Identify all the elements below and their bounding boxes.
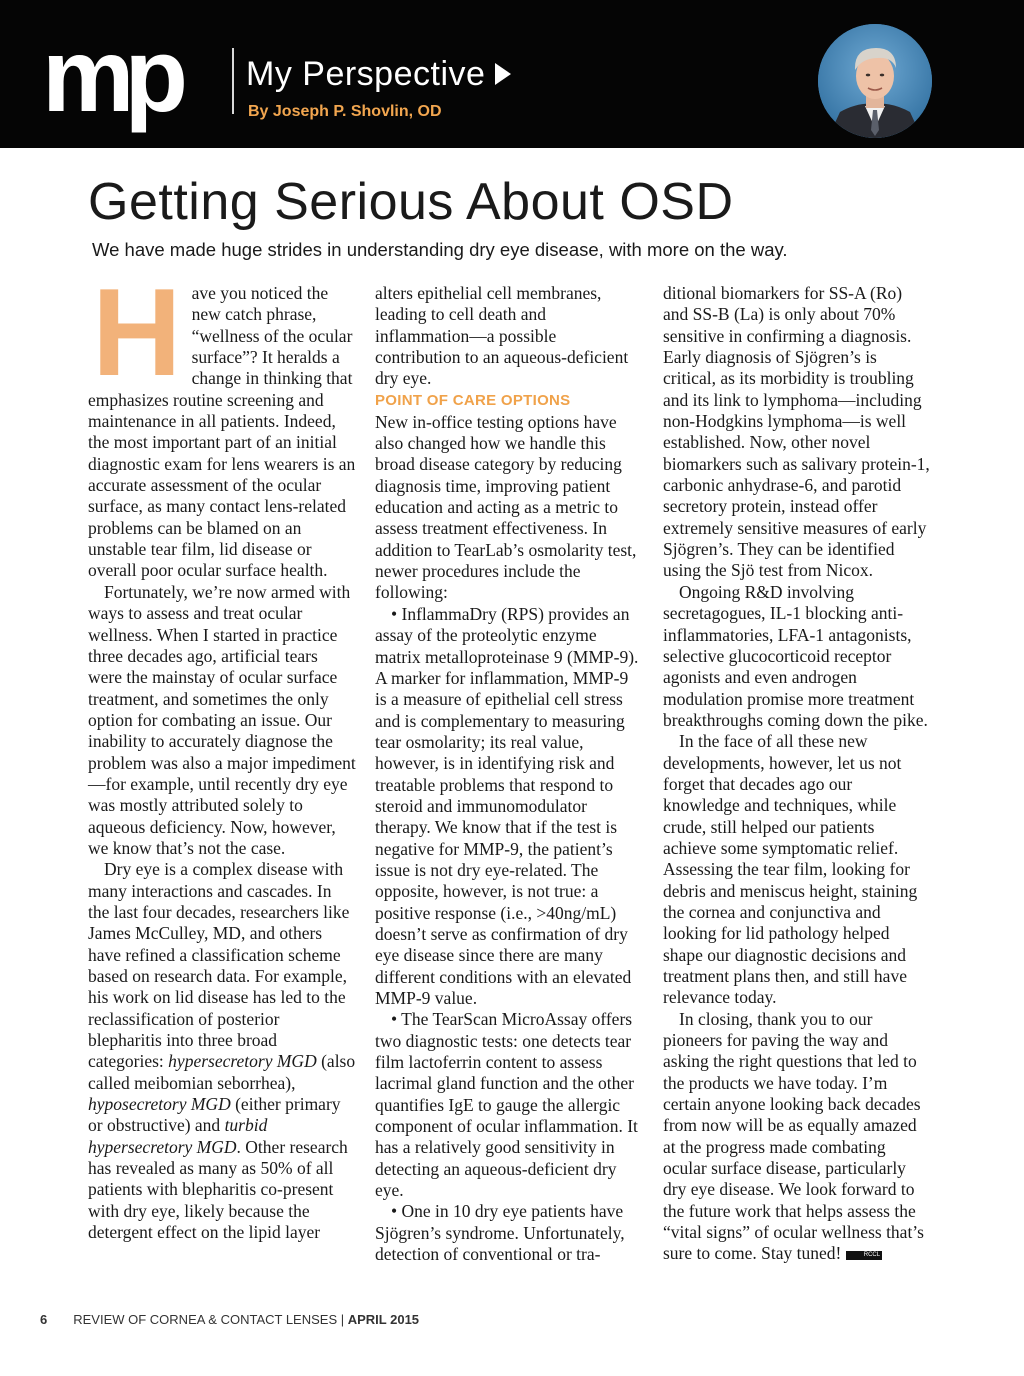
article-title: Getting Serious About OSD xyxy=(88,173,734,231)
publication-name: REVIEW OF CORNEA & CONTACT LENSES | xyxy=(73,1312,348,1327)
article-column-1 xyxy=(88,264,356,1243)
bullet-tearscan: • The TearScan MicroAssay offers two diagnostic tests: one detects tear film lactoferrin content to assess lacrimal gland function and the other quantifies IgE to gauge the allergic component of ocular inflammation. It has a relatively good sensitivity in detecting an aqueous-deficient dry eye. xyxy=(375,1009,638,1201)
paragraph-text: (either primary or obstructive) and xyxy=(88,1094,341,1136)
term-hyposecretory: hyposecretory MGD xyxy=(88,1094,231,1115)
column-1-paragraph-2: Fortunately, we’re now armed with ways to assess and treat ocular wellness. When I started in practice three decades ago, artificial tears were the mainstay of ocular surface treatment, and sometimes the only option for combating an issue. Our inability to accurately diagnose the problem was also a major impediment—for example, until recently dry eye was mostly attributed solely to aqueous deficiency. Now, however, we know that’s not the case. xyxy=(88,581,356,858)
paragraph-text: Dry eye is a complex disease with many interactions and cascades. In the last four decades, researchers like James McCulley, MD, and others have refined a classification scheme based on research data. For example, his work on lid disease has led to the reclassification of posterior blepharitis into three broad categories: xyxy=(88,859,350,1072)
drop-cap: H xyxy=(92,264,182,402)
article-deck: We have made huge strides in understanding dry eye disease, with more on the way. xyxy=(92,239,788,260)
author-photo xyxy=(818,24,932,138)
bullet-inflammadry: • InflammaDry (RPS) provides an assay of the proteolytic enzyme matrix metalloproteinase 9 (MMP-9). A marker for inflammation, MMP-9 is a measure of epithelial cell stress and is complementary to measuring tear osmolarity; its real value, however, is in identifying risk and treatable problems that respond to steroid and immunomodulator therapy. We know that if the test is negative for MMP-9, the patient’s issue is not dry eye-related. The opposite, however, is not true: a positive response (i.e., >40ng/mL) doesn’t serve as confirmation of dry eye disease since there are many different conditions with an elevated MMP-9 value. xyxy=(375,603,639,1008)
term-turbid-hypersecretory: turbid hypersecretory MGD xyxy=(88,1115,268,1157)
section-title-text: My Perspective xyxy=(246,55,486,93)
play-arrow-icon xyxy=(495,63,511,85)
column-3-paragraph-1: ditional biomarkers for SS-A (Ro) and SS-B (La) is only about 70% sensitive in confirming a diagnosis. Early diagnosis of Sjögren’s is critical, as its morbidity is troubling and its link to lymphoma—including non-Hodgkins lymphoma—is well established. Now, other novel biomarkers such as salivary protein-1, carbonic anhydrase-6, and parotid secretory protein, instead offer extremely sensitive measures of early Sjögren’s. They can be identified using the Sjö test from Nicox. xyxy=(663,283,930,581)
mp-logo: mp xyxy=(42,18,178,134)
article-column-3 xyxy=(663,283,931,1265)
article-column-2 xyxy=(375,283,643,1265)
column-1-paragraph-3 xyxy=(88,859,356,1243)
author-portrait-image xyxy=(818,24,932,138)
author-byline: By Joseph P. Shovlin, OD xyxy=(248,103,442,120)
page-footer xyxy=(40,1312,419,1327)
column-1-paragraph-1 xyxy=(88,264,356,582)
bullet-sjogrens: • One in 10 dry eye patients have Sjögren’s syndrome. Unfortunately, detection of conventional or tra- xyxy=(375,1201,625,1265)
closing-text: In closing, thank you to our pioneers for paving the way and asking the right questions that led to the products we have today. I’m certain anyone looking back decades from now will be as equally amazed at the progress made combating ocular surface disease, particularly dry eye disease. We look forward to the future work that helps assess the “vital signs” of ocular wellness that’s sure to come. Stay tuned! xyxy=(663,1008,924,1264)
section-title xyxy=(246,54,511,94)
column-3-paragraph-4 xyxy=(663,1009,931,1265)
end-of-article-mark: RCCL xyxy=(846,1251,882,1260)
issue-date: APRIL 2015 xyxy=(347,1312,420,1327)
column-2-paragraph-2: New in-office testing options have also changed how we handle this broad disease category by reducing diagnosis time, improving patient education and acting as a metric to assess treatment effectiveness. In addition to TearLab’s osmolarity test, newer procedures include the following: xyxy=(375,411,637,603)
term-hypersecretory: hypersecretory MGD xyxy=(168,1051,317,1072)
paragraph-text: . Other research has revealed as many as 50% of all patients with blepharitis co-present with dry eye, likely because the detergent effect on the lipid layer xyxy=(88,1136,348,1243)
column-2-paragraph-1: alters epithelial cell membranes, leading to cell death and inflammation—a possible contribution to an aqueous-deficient dry eye. xyxy=(375,283,629,389)
column-3-paragraph-2: Ongoing R&D involving secretagogues, IL-1 blocking anti-inflammatories, LFA-1 antagonists, selective glucocorticoid receptor agonists and even androgen modulation promise more treatment breakthroughs coming down the pike. xyxy=(663,581,928,730)
banner-divider xyxy=(232,48,234,114)
section-subhead: POINT OF CARE OPTIONS xyxy=(375,391,571,409)
page-number: 6 xyxy=(40,1312,48,1327)
paragraph-text: (also called meibomian seborrhea), xyxy=(88,1051,356,1093)
column-3-paragraph-3: In the face of all these new developments, however, let us not forget that decades ago our knowledge and techniques, while crude, still helped our patients achieve some symptomatic relief. Assessing the tear film, looking for debris and meniscus height, staining the cornea and conjunctiva and looking for lid pathology helped shape our diagnostic decisions and treatment plans then, and still have relevance today. xyxy=(663,731,918,1008)
header-banner xyxy=(0,0,1024,148)
column-1-paragraph-1-text: ave you noticed the new catch phrase, “wellness of the ocular surface”? It heralds a change in thinking that emphasizes routine screening and maintenance in all patients. Indeed, the most important part of an initial diagnostic exam for lens wearers is an accurate assessment of the ocular surface, as many contact lens-related problems can be blamed on an unstable tear film, lid disease or overall poor ocular surface health. xyxy=(88,283,356,581)
